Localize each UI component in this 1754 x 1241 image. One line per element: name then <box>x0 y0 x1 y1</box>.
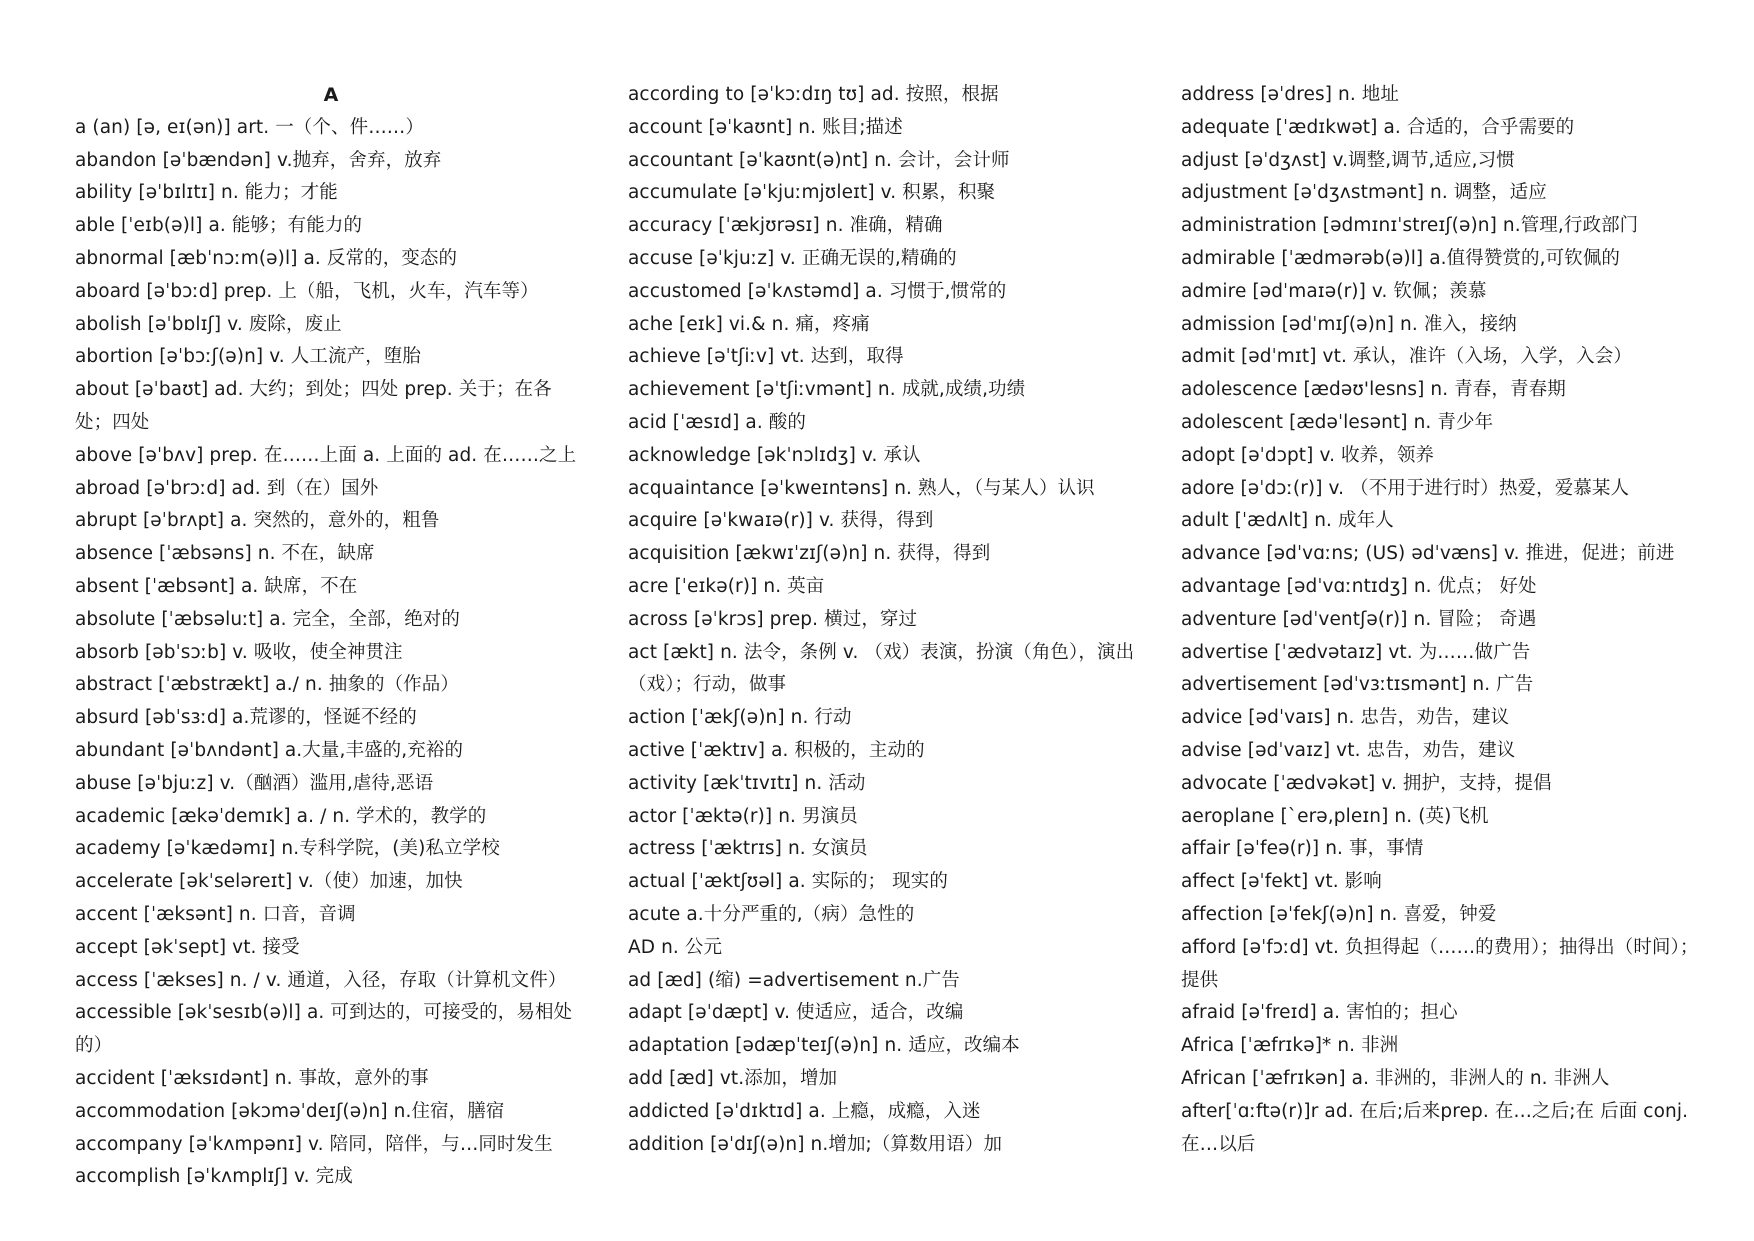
vocabulary-entry: adaptation [ədæpˈteɪʃ(ə)n] n. 适应，改编本 <box>628 1035 1020 1057</box>
vocabulary-entry: after[ˈɑːftə(r)]r ad. 在后;后来prep. 在…之后;在 后面 conj. 在…以后 <box>1181 1100 1689 1155</box>
column-3 <box>1181 79 1701 1161</box>
vocabulary-entry: adolescent [ædəˈlesənt] n. 青少年 <box>1181 411 1494 433</box>
vocabulary-entry: acute a.十分严重的,（病）急性的 <box>628 903 915 925</box>
vocabulary-entry: advertisement [ədˈvɜːtɪsmənt] n. 广告 <box>1181 674 1534 696</box>
vocabulary-entry: absorb [əbˈsɔːb] v. 吸收，使全神贯注 <box>75 641 403 663</box>
vocabulary-entry: above [əˈbʌv] prep. 在……上面 a. 上面的 ad. 在……之上 <box>75 444 577 466</box>
vocabulary-entry: accuse [əˈkjuːz] v. 正确无误的,精确的 <box>628 247 957 269</box>
vocabulary-entry: advise [ədˈvaɪz] vt. 忠告，劝告，建议 <box>1181 739 1516 761</box>
vocabulary-entry: advocate [ˈædvəkət] v. 拥护，支持，提倡 <box>1181 772 1552 794</box>
vocabulary-entry: accident [ˈæksɪdənt] n. 事故，意外的事 <box>75 1067 429 1089</box>
vocabulary-entry: adequate [ˈædɪkwət] a. 合适的，合乎需要的 <box>1181 116 1575 138</box>
vocabulary-entry: accuracy [ˈækjʊrəsɪ] n. 准确，精确 <box>628 215 943 237</box>
vocabulary-entry: adult [ˈædʌlt] n. 成年人 <box>1181 510 1394 532</box>
vocabulary-entry: addicted [əˈdɪktɪd] a. 上瘾，成瘾，入迷 <box>628 1100 981 1122</box>
vocabulary-entry: advantage [ədˈvɑːntɪdʒ] n. 优点； 好处 <box>1181 575 1537 597</box>
vocabulary-entry: ad [æd] (缩) =advertisement n.广告 <box>628 969 960 991</box>
vocabulary-entry: access [ˈækses] n. / v. 通道，入径，存取（计算机文件） <box>75 969 567 991</box>
vocabulary-entry: address [əˈdres] n. 地址 <box>1181 84 1399 105</box>
vocabulary-entry: ability [əˈbɪlɪtɪ] n. 能力；才能 <box>75 182 338 204</box>
vocabulary-entry: aboard [əˈbɔːd] prep. 上（船，飞机，火车，汽车等） <box>75 280 539 302</box>
vocabulary-entry: affect [əˈfekt] vt. 影响 <box>1181 871 1382 893</box>
column-2 <box>628 79 1140 1161</box>
vocabulary-entry: affair [əˈfeə(r)] n. 事，事情 <box>1181 838 1424 860</box>
vocabulary-entry: accountant [əˈkaʊnt(ə)nt] n. 会计，会计师 <box>628 149 1010 171</box>
vocabulary-entry: advice [ədˈvaɪs] n. 忠告，劝告，建议 <box>1181 707 1510 729</box>
vocabulary-entry: afford [əˈfɔːd] vt. 负担得起（……的费用）；抽得出（时间）；提供 <box>1181 936 1699 991</box>
vocabulary-entry: adventure [ədˈventʃə(r)] n. 冒险； 奇遇 <box>1181 608 1537 630</box>
vocabulary-entry: actor [ˈæktə(r)] n. 男演员 <box>628 805 858 827</box>
vocabulary-entry: abundant [əˈbʌndənt] a.大量,丰盛的,充裕的 <box>75 739 464 761</box>
vocabulary-entry: a (an) [ə, eɪ(ən)] art. 一（个、件……） <box>75 116 425 138</box>
vocabulary-entry: acre [ˈeɪkə(r)] n. 英亩 <box>628 575 825 597</box>
vocabulary-entry: actress [ˈæktrɪs] n. 女演员 <box>628 838 868 860</box>
vocabulary-entry: adjust [əˈdʒʌst] v.调整,调节,适应,习惯 <box>1181 149 1515 171</box>
vocabulary-entry: afraid [əˈfreɪd] a. 害怕的；担心 <box>1181 1002 1458 1024</box>
vocabulary-entry: accompany [əˈkʌmpənɪ] v. 陪同，陪伴，与…同时发生 <box>75 1133 553 1155</box>
vocabulary-entry: absurd [əbˈsɜːd] a.荒谬的，怪诞不经的 <box>75 707 417 729</box>
vocabulary-entry: active [ˈæktɪv] a. 积极的，主动的 <box>628 739 925 761</box>
column-1 <box>75 79 587 1194</box>
vocabulary-entry: abuse [əˈbjuːz] v.（酗酒）滥用,虐待,恶语 <box>75 772 434 794</box>
vocabulary-entry: abolish [əˈbɒlɪʃ] v. 废除，废止 <box>75 313 342 335</box>
vocabulary-entry: absence [ˈæbsəns] n. 不在，缺席 <box>75 543 375 565</box>
vocabulary-entry: accelerate [əkˈseləreɪt] v.（使）加速，加快 <box>75 871 463 893</box>
vocabulary-entry: admission [ədˈmɪʃ(ə)n] n. 准入，接纳 <box>1181 313 1517 335</box>
vocabulary-entry: accept [əkˈsept] vt. 接受 <box>75 936 300 958</box>
vocabulary-entry: accustomed [əˈkʌstəmd] a. 习惯于,惯常的 <box>628 280 1007 302</box>
vocabulary-entry: across [əˈkrɔs] prep. 横过，穿过 <box>628 608 918 630</box>
vocabulary-entry: about [əˈbaʊt] ad. 大约；到处；四处 prep. 关于；在各处；四处 <box>75 379 552 433</box>
vocabulary-entry: Africa [ˈæfrɪkə]* n. 非洲 <box>1181 1035 1399 1057</box>
vocabulary-entry: acquire [əˈkwaɪə(r)] v. 获得，得到 <box>628 510 934 532</box>
vocabulary-entry: African [ˈæfrɪkən] a. 非洲的，非洲人的 n. 非洲人 <box>1181 1067 1610 1089</box>
vocabulary-entry: AD n. 公元 <box>628 936 723 958</box>
vocabulary-entry: according to [əˈkɔːdɪŋ tʊ] ad. 按照，根据 <box>628 84 999 105</box>
vocabulary-entry: adopt [əˈdɔpt] v. 收养，领养 <box>1181 444 1435 466</box>
vocabulary-entry: action [ˈækʃ(ə)n] n. 行动 <box>628 707 852 729</box>
vocabulary-entry: acknowledge [əkˈnɔlɪdʒ] v. 承认 <box>628 444 921 466</box>
vocabulary-entry: adjustment [əˈdʒʌstmənt] n. 调整，适应 <box>1181 182 1547 204</box>
vocabulary-entry: add [æd] vt.添加，增加 <box>628 1067 838 1089</box>
vocabulary-entry: accommodation [əkɔməˈdeɪʃ(ə)n] n.住宿，膳宿 <box>75 1100 505 1122</box>
vocabulary-entry: actual [ˈæktʃʊəl] a. 实际的； 现实的 <box>628 871 948 893</box>
vocabulary-entry: abandon [əˈbændən] v.抛弃，舍弃，放弃 <box>75 149 442 171</box>
vocabulary-entry: accumulate [əˈkjuːmjʊleɪt] v. 积累，积聚 <box>628 182 996 204</box>
vocabulary-entry: admirable [ˈædmərəb(ə)l] a.值得赞赏的,可钦佩的 <box>1181 247 1621 269</box>
vocabulary-entry: absolute [ˈæbsəluːt] a. 完全，全部，绝对的 <box>75 608 460 630</box>
vocabulary-entry: academic [ækəˈdemɪk] a. / n. 学术的，教学的 <box>75 805 487 827</box>
vocabulary-entry: abortion [əˈbɔːʃ(ə)n] v. 人工流产，堕胎 <box>75 346 421 368</box>
vocabulary-entry: administration [ədmɪnɪˈstreɪʃ(ə)n] n.管理,行政部门 <box>1181 215 1639 237</box>
vocabulary-entry: accessible [əkˈsesɪb(ə)l] a. 可到达的，可接受的，易相处的） <box>75 1002 573 1057</box>
vocabulary-entry: addition [əˈdɪʃ(ə)n] n.增加;（算数用语）加 <box>628 1133 1003 1155</box>
vocabulary-entry: accomplish [əˈkʌmplɪʃ] v. 完成 <box>75 1166 353 1188</box>
section-heading: A <box>323 84 339 106</box>
vocabulary-entry: advertise [ˈædvətaɪz] vt. 为……做广告 <box>1181 641 1531 663</box>
vocabulary-entry: affection [əˈfekʃ(ə)n] n. 喜爱，钟爱 <box>1181 903 1497 925</box>
entry-list <box>628 79 1140 1161</box>
vocabulary-entry: acid [ˈæsɪd] a. 酸的 <box>628 411 806 433</box>
vocabulary-entry: absent [ˈæbsənt] a. 缺席，不在 <box>75 575 358 597</box>
entry-list <box>1181 79 1701 1161</box>
vocabulary-entry: admit [ədˈmɪt] vt. 承认，准许（入场，入学，入会） <box>1181 346 1632 368</box>
vocabulary-entry: abrupt [əˈbrʌpt] a. 突然的，意外的，粗鲁 <box>75 510 440 532</box>
vocabulary-entry: abroad [əˈbrɔːd] ad. 到（在）国外 <box>75 477 379 499</box>
vocabulary-entry: abnormal [æbˈnɔːm(ə)l] a. 反常的，变态的 <box>75 247 458 269</box>
vocabulary-entry: academy [əˈkædəmɪ] n.专科学院，(美)私立学校 <box>75 838 500 860</box>
vocabulary-entry: advance [ədˈvɑːns; (US) ədˈvæns] v. 推进，促进；前进 <box>1181 543 1675 565</box>
vocabulary-entry: act [ækt] n. 法令，条例 v. （戏）表演，扮演（角色），演出（戏）；行动，做事 <box>628 641 1135 696</box>
vocabulary-entry: accent [ˈæksənt] n. 口音，音调 <box>75 903 356 925</box>
vocabulary-entry: account [əˈkaʊnt] n. 账目;描述 <box>628 116 903 138</box>
vocabulary-entry: abstract [ˈæbstrækt] a./ n. 抽象的（作品） <box>75 674 459 696</box>
vocabulary-entry: achievement [əˈtʃiːvmənt] n. 成就,成绩,功绩 <box>628 379 1026 401</box>
vocabulary-entry: able [ˈeɪb(ə)l] a. 能够；有能力的 <box>75 215 363 237</box>
vocabulary-entry: adapt [əˈdæpt] v. 使适应，适合，改编 <box>628 1002 964 1024</box>
vocabulary-entry: ache [eɪk] vi.& n. 痛，疼痛 <box>628 313 870 335</box>
vocabulary-entry: admire [ədˈmaɪə(r)] v. 钦佩；羡慕 <box>1181 280 1487 302</box>
vocabulary-entry: aeroplane [`erə,pleɪn] n. (英)飞机 <box>1181 805 1489 827</box>
vocabulary-entry: adore [əˈdɔː(r)] v. （不用于进行时）热爱，爱慕某人 <box>1181 477 1630 499</box>
entry-list <box>75 112 587 1194</box>
vocabulary-entry: activity [ækˈtɪvɪtɪ] n. 活动 <box>628 772 866 794</box>
vocabulary-entry: adolescence [ædəʊ'lesns] n. 青春，青春期 <box>1181 379 1566 401</box>
vocabulary-entry: acquisition [ækwɪˈzɪʃ(ə)n] n. 获得，得到 <box>628 543 991 565</box>
vocabulary-entry: achieve [əˈtʃiːv] vt. 达到，取得 <box>628 346 904 368</box>
vocabulary-entry: acquaintance [əˈkweɪntəns] n. 熟人，（与某人）认识 <box>628 477 1095 499</box>
